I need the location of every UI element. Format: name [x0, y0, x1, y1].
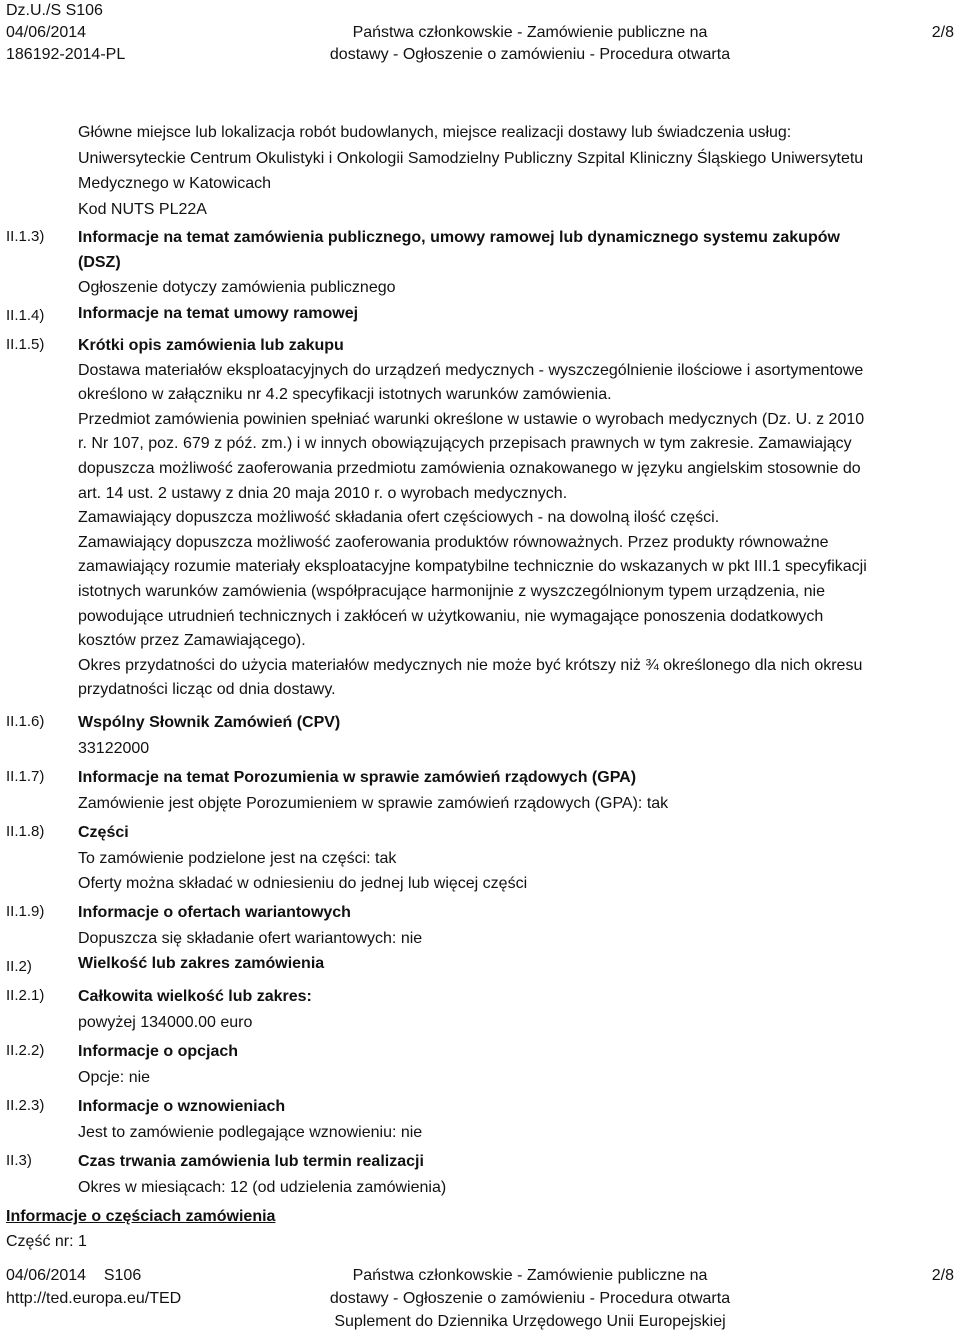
- section-number: II.3): [6, 1152, 32, 1169]
- description-line: zamawiający rozumie materiały eksploatacyjne kompatybilne technicznie do wskazanych w pkt III.1 specyfikacji: [78, 558, 867, 576]
- header-date: 04/06/2014: [6, 24, 87, 41]
- description-line: kosztów przez Zamawiającego).: [78, 632, 306, 650]
- total-quantity-heading: Całkowita wielkość lub zakres:: [78, 988, 312, 1005]
- cpv-code: 33122000: [78, 740, 150, 757]
- total-quantity-section: [78, 984, 312, 1036]
- section-number: II.2.2): [6, 1042, 45, 1059]
- place-of-performance: [78, 120, 863, 222]
- renewals-value: Jest to zamówienie podlegające wznowieniu: nie: [78, 1124, 423, 1141]
- variants-heading: Informacje o ofertach wariantowych: [78, 904, 351, 921]
- duration-value: Okres w miesiącach: 12 (od udzielenia zamówienia): [78, 1179, 447, 1196]
- duration-section: [78, 1149, 446, 1201]
- lots-divided: To zamówienie podzielone jest na części: tak: [78, 849, 397, 867]
- footer-category-line2: dostawy - Ogłoszenie o zamówieniu - Procedura otwarta: [329, 1290, 731, 1307]
- contract-info: [78, 225, 840, 300]
- contract-info-heading-cont: (DSZ): [78, 254, 121, 271]
- renewals-section: [78, 1094, 422, 1146]
- variants-value: Dopuszcza się składanie ofert wariantowych: nie: [78, 930, 423, 947]
- description-line: r. Nr 107, poz. 679 z póź. zm.) i w innych obowiązujących przepisach prawnych w tym zakresie. Zamawiający: [78, 435, 852, 453]
- section-number: II.2.3): [6, 1097, 45, 1114]
- contract-info-value: Ogłoszenie dotyczy zamówienia publicznego: [78, 279, 396, 296]
- footer-page-number: 2/8: [931, 1267, 954, 1284]
- options-value: Opcje: nie: [78, 1069, 151, 1086]
- gpa-value: Zamówienie jest objęte Porozumieniem w sprawie zamówień rządowych (GPA): tak: [78, 795, 669, 812]
- description-line: Zamawiający dopuszcza możliwość zaoferowania produktów równoważnych. Przez produkty równoważne: [78, 533, 829, 551]
- description-line: istotnych warunków zamówienia (współpracujące harmonijnie z wyszczególnionym typem urządzenia, nie: [78, 582, 826, 600]
- place-value: Uniwersyteckie Centrum Okulistyki i Onkologii Samodzielny Publiczny Szpital Kliniczny Śląskiego Uniwersytetu: [78, 149, 864, 167]
- lots-info-heading: Informacje o częściach zamówienia: [6, 1208, 276, 1225]
- lots-tenders: Oferty można składać w odniesieniu do jednej lub więcej części: [78, 875, 528, 892]
- section-number: II.1.4): [6, 307, 45, 324]
- description-line: Zamawiający dopuszcza możliwość składania ofert częściowych - na dowolną ilość części.: [78, 509, 720, 527]
- section-number: II.1.8): [6, 823, 45, 840]
- journal-ref: Dz.U./S S106: [6, 2, 103, 19]
- description-line: określono w załączniku nr 4.2 specyfikacji istotnych warunków zamówienia.: [78, 386, 612, 404]
- lots-heading: Części: [78, 824, 129, 841]
- variants-section: [78, 900, 422, 952]
- nuts-code: Kod NUTS PL22A: [78, 200, 207, 218]
- description-line: powodujące utrudnień technicznych i zakłóceń w użytkowaniu, nie wymagające ponoszenia dodatkowych: [78, 607, 824, 625]
- section-number: II.2): [6, 958, 32, 975]
- section-number: II.2.1): [6, 987, 45, 1004]
- short-description-heading: Krótki opis zamówienia lub zakupu: [78, 337, 344, 354]
- section-number: II.1.6): [6, 713, 45, 730]
- duration-heading: Czas trwania zamówienia lub termin realizacji: [78, 1153, 424, 1170]
- section-number: II.1.3): [6, 228, 45, 245]
- header-category-line1: Państwa członkowskie - Zamówienie publiczne na: [352, 24, 708, 41]
- description-line: art. 14 ust. 2 ustawy z dnia 20 maja 2010 r. o wyrobach medycznych.: [78, 484, 568, 502]
- total-quantity-value: powyżej 134000.00 euro: [78, 1014, 253, 1031]
- cpv-heading: Wspólny Słownik Zamówień (CPV): [78, 714, 341, 731]
- description-line: dopuszcza możliwość zaoferowania przedmiotu zamówienia oznakowanego w języku angielskim stosownie do: [78, 459, 861, 477]
- options-heading: Informacje o opcjach: [78, 1043, 239, 1060]
- renewals-heading: Informacje o wznowieniach: [78, 1098, 286, 1115]
- place-value-cont: Medycznego w Katowicach: [78, 175, 271, 192]
- footer-category-line1: Państwa członkowskie - Zamówienie publiczne na: [352, 1267, 708, 1284]
- framework-heading: Informacje na temat umowy ramowej: [78, 305, 359, 322]
- options-section: [78, 1039, 238, 1091]
- section-number: II.1.9): [6, 903, 45, 920]
- description-line: Dostawa materiałów eksploatacyjnych do urządzeń medycznych - wyszczególnienie ilościowe i asortymentowe: [78, 361, 864, 379]
- footer-url[interactable]: http://ted.europa.eu/TED: [6, 1290, 182, 1307]
- place-label: Główne miejsce lub lokalizacja robót budowlanych, miejsce realizacji dostawy lub świadczenia usług:: [78, 124, 792, 141]
- footer-date-issue: 04/06/2014 S106: [6, 1267, 142, 1284]
- section-number: II.1.7): [6, 768, 45, 785]
- description-line: Okres przydatności do użycia materiałów medycznych nie może być krótszy niż ¾ określonego dla nich okresu: [78, 656, 863, 674]
- scope-heading: Wielkość lub zakres zamówienia: [78, 955, 325, 972]
- header-category-line2: dostawy - Ogłoszenie o zamówieniu - Procedura otwarta: [329, 46, 731, 63]
- description-line: Przedmiot zamówienia powinien spełniać warunki określone w ustawie o wyrobach medycznych (Dz. U. z 2010: [78, 410, 865, 428]
- header-page-number: 2/8: [931, 24, 954, 41]
- cpv-section: [78, 710, 340, 762]
- notice-number: 186192-2014-PL: [6, 46, 126, 63]
- short-description: [78, 334, 867, 703]
- section-number: II.1.5): [6, 336, 45, 353]
- lots-section: [78, 820, 527, 897]
- gpa-section: [78, 765, 668, 817]
- lots-info: [6, 1204, 275, 1254]
- lot-number: Część nr: 1: [6, 1233, 87, 1250]
- contract-info-heading: Informacje na temat zamówienia publicznego, umowy ramowej lub dynamicznego systemu zakupów: [78, 229, 840, 246]
- footer-supplement: Suplement do Dziennika Urzędowego Unii Europejskiej: [334, 1313, 726, 1330]
- gpa-heading: Informacje na temat Porozumienia w sprawie zamówień rządowych (GPA): [78, 769, 637, 786]
- description-line: przydatności licząc od dnia dostawy.: [78, 681, 336, 699]
